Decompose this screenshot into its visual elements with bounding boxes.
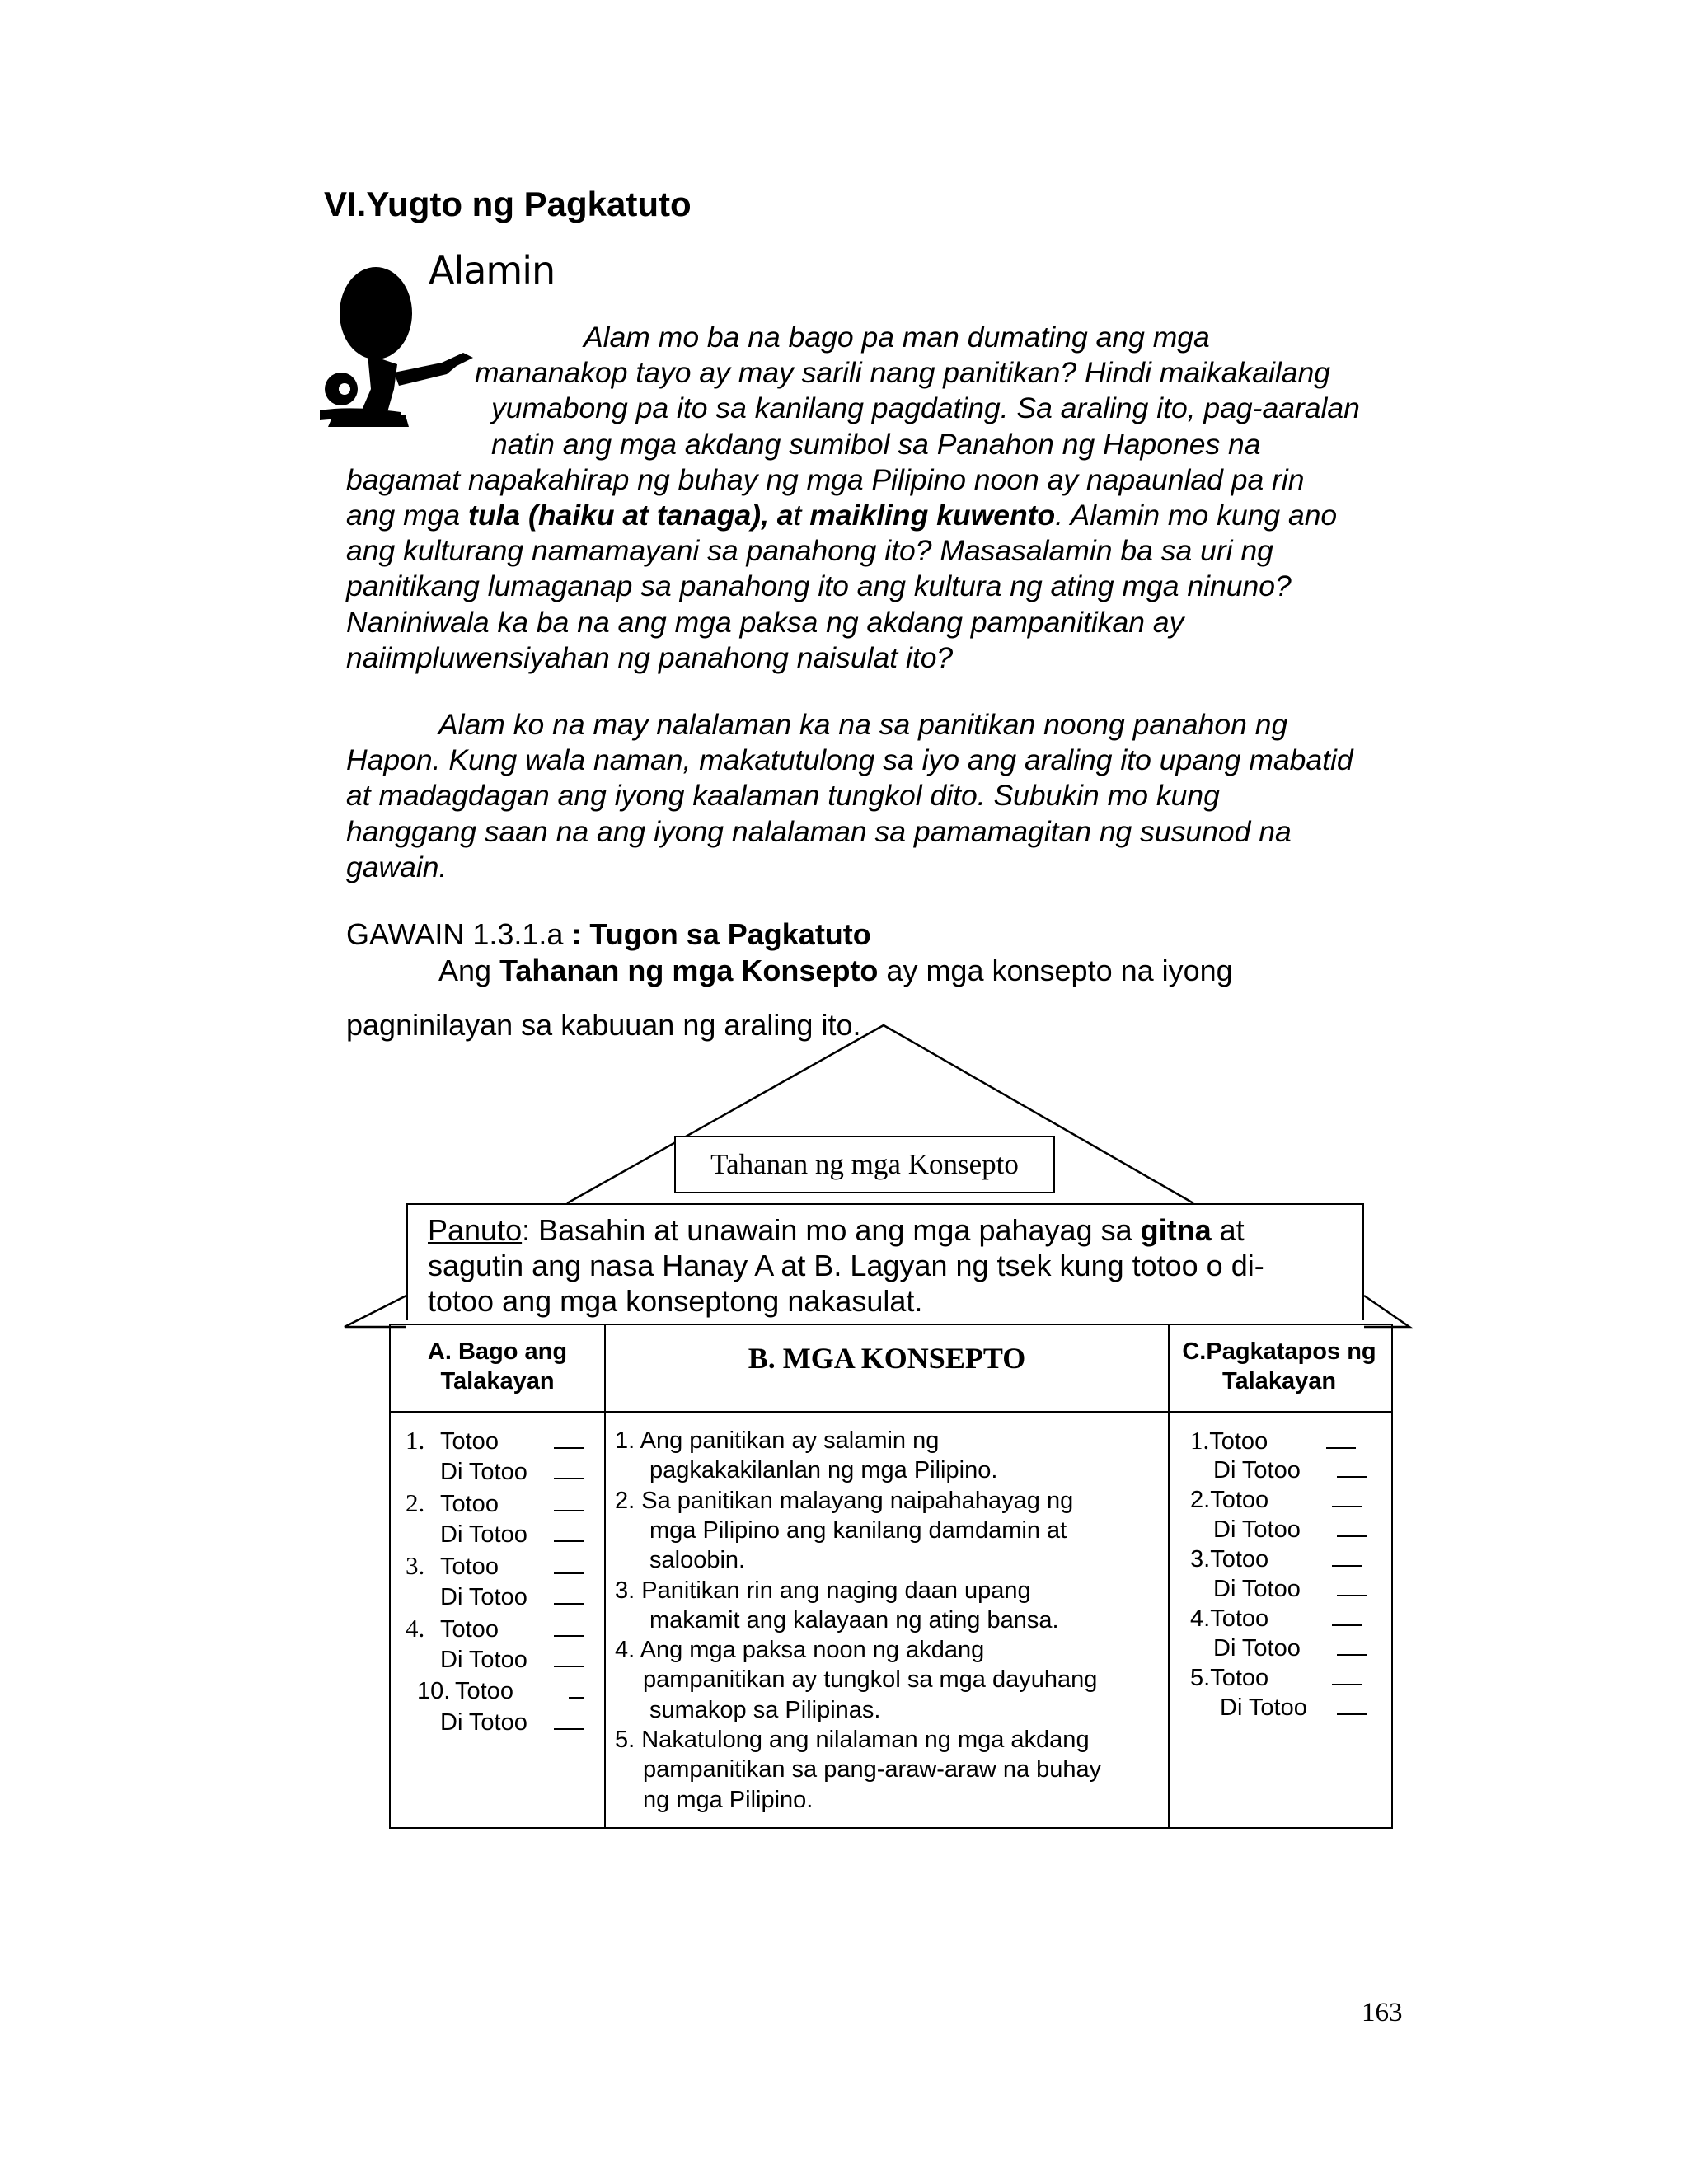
intro-line-text: natin ang mga akdang sumibol sa Panahon ng Hapones na	[491, 427, 1261, 461]
second-line-text: gawain.	[346, 850, 448, 883]
intro-line	[346, 391, 1412, 426]
header-text: Talakayan	[440, 1368, 555, 1394]
instructions-line: sagutin ang nasa Hanay A at B. Lagyan ng tsek kung totoo o di-	[428, 1249, 1264, 1282]
concept-item: 2. Sa panitikan malayang naipahahayag ng	[615, 1487, 1074, 1514]
intro-line	[346, 462, 1412, 498]
answer-row-false	[1213, 1455, 1367, 1485]
instructions-text: : Basahin at unawain mo ang mga pahayag sa	[522, 1213, 1141, 1247]
intro-paragraph	[346, 320, 1412, 676]
check-blank	[554, 1447, 584, 1449]
concept-text-continued: pagkakakilanlan ng mga Pilipino.	[649, 1457, 998, 1484]
true-option-label: Totoo	[455, 1678, 513, 1704]
concept-text-continued: pampanitikan sa pang-araw-araw na buhay	[643, 1756, 1102, 1783]
section-heading: VI.Yugto ng Pagkatuto	[324, 185, 692, 223]
answer-row-false	[1213, 1515, 1367, 1544]
check-blank	[1337, 1476, 1367, 1478]
answer-row-true	[406, 1488, 584, 1519]
true-option-label: Totoo	[440, 1491, 499, 1517]
header-divider	[391, 1411, 1391, 1413]
intro-line-text: panitikang lumaganap sa panahong ito ang kultura ng ating mga ninuno?	[346, 569, 1292, 603]
concept-text-continued: makamit ang kalayaan ng ating bansa.	[649, 1606, 1059, 1633]
column-divider	[1168, 1325, 1170, 1827]
false-option-label: Di Totoo	[440, 1459, 528, 1485]
check-blank	[554, 1572, 584, 1574]
check-blank	[554, 1728, 584, 1730]
roof-label-box: Tahanan ng mga Konsepto	[674, 1136, 1055, 1193]
header-text: A. Bago ang	[427, 1338, 568, 1365]
activity-label: GAWAIN 1.3.1.a	[346, 917, 572, 951]
header-text: C.Pagkatapos ng	[1182, 1338, 1376, 1365]
intro-text: t	[793, 498, 810, 532]
second-line	[346, 743, 1412, 778]
answer-row-false	[1213, 1574, 1367, 1604]
true-option-label: Totoo	[1209, 1428, 1268, 1455]
true-option-label: Totoo	[440, 1554, 499, 1580]
page-number: 163	[1362, 1998, 1403, 2027]
check-blank	[1337, 1535, 1367, 1537]
true-option-label: Totoo	[1210, 1487, 1269, 1513]
intro-line	[346, 569, 1412, 604]
true-option-label: Totoo	[440, 1428, 499, 1455]
answer-row-true	[406, 1426, 584, 1456]
concept-text-continued: pampanitikan ay tungkol sa mga dayuhang	[643, 1666, 1098, 1694]
answer-row-false	[1220, 1693, 1367, 1722]
false-option-label: Di Totoo	[440, 1521, 528, 1548]
header-concepts: B. MGA KONSEPTO	[748, 1342, 1026, 1375]
concept-item: 5. Nakatulong ang nilalaman ng mga akdang	[615, 1727, 1090, 1753]
second-line-text: at madagdagan ang iyong kaalaman tungkol dito. Subukin mo kung	[346, 779, 1220, 813]
true-option-label: Totoo	[1210, 1665, 1269, 1691]
check-blank	[1337, 1654, 1367, 1656]
activity-title	[346, 916, 871, 953]
answer-row-false	[440, 1708, 584, 1737]
concept-text-continued: saloobin.	[649, 1547, 746, 1574]
item-number: 4.	[1190, 1605, 1211, 1632]
intro-bold-tula: tula (haiku at tanaga), a	[468, 498, 794, 532]
concept-text-continued: ng mga Pilipino.	[643, 1786, 814, 1813]
false-option-label: Di Totoo	[1213, 1516, 1301, 1543]
answer-row-false	[1213, 1633, 1367, 1663]
intro-line-text: bagamat napakahirap ng buhay ng mga Pilipino noon ay napaunlad pa rin	[346, 462, 1305, 496]
answer-row-true	[1190, 1426, 1356, 1456]
intro-line-text: naiimpluwensiyahan ng panahong naisulat ito?	[346, 640, 954, 674]
intro-line	[346, 533, 1412, 569]
header-before-discussion	[391, 1337, 604, 1396]
second-line-text: Alam ko na may nalalaman ka na sa panitikan noong panahon ng	[438, 708, 1288, 741]
answer-row-true	[1190, 1663, 1362, 1693]
concept-item: 4. Ang mga paksa noon ng akdang	[615, 1637, 985, 1664]
instructions-box	[406, 1203, 1364, 1320]
activity-desc-text: ay mga konsepto na iyong	[878, 954, 1233, 987]
check-blank	[1332, 1684, 1362, 1685]
activity-description-continued: pagninilayan sa kabuuan ng araling ito.	[346, 1008, 861, 1042]
check-blank	[569, 1697, 584, 1699]
answer-row-true	[1190, 1604, 1362, 1633]
intro-line	[346, 427, 1412, 462]
concept-item: 1. Ang panitikan ay salamin ng	[615, 1427, 940, 1454]
check-blank	[554, 1540, 584, 1542]
true-option-label: Totoo	[1210, 1546, 1269, 1572]
true-option-label: Totoo	[1210, 1605, 1269, 1632]
answer-row-true	[406, 1614, 584, 1644]
intro-line	[346, 640, 1412, 676]
intro-line-text: mananakop tayo ay may sarili nang panitikan? Hindi maikakailang	[475, 356, 1330, 390]
false-option-label: Di Totoo	[1220, 1694, 1307, 1721]
intro-line	[346, 355, 1412, 391]
intro-line-text: ang kulturang namamayani sa panahong ito? Masasalamin ba sa uri ng	[346, 534, 1273, 568]
item-number: 2.	[1190, 1487, 1211, 1513]
intro-line	[346, 605, 1412, 640]
true-option-label: Totoo	[440, 1616, 499, 1643]
second-line	[346, 814, 1412, 850]
item-number: 1.	[406, 1426, 425, 1455]
check-blank	[1332, 1565, 1362, 1567]
false-option-label: Di Totoo	[1213, 1457, 1301, 1483]
item-number: 3.	[406, 1551, 425, 1580]
header-text: Talakayan	[1221, 1368, 1337, 1394]
answer-row-false	[440, 1645, 584, 1675]
false-option-label: Di Totoo	[440, 1647, 528, 1673]
answer-row-true	[406, 1676, 584, 1706]
check-blank	[1332, 1624, 1362, 1626]
activity-desc-bold: Tahanan ng mga Konsepto	[499, 954, 879, 987]
activity-name: : Tugon sa Pagkatuto	[571, 917, 871, 951]
instructions-line: totoo ang mga konseptong nakasulat.	[428, 1284, 923, 1318]
item-number: 4.	[406, 1614, 425, 1643]
answer-row-true	[1190, 1544, 1362, 1574]
instructions-text: at	[1211, 1213, 1245, 1247]
answer-row-true	[406, 1551, 584, 1582]
item-number: 10.	[417, 1678, 451, 1704]
check-blank	[554, 1510, 584, 1511]
intro-line-emphasis	[346, 498, 1412, 533]
alamin-title: Alamin	[429, 248, 556, 293]
false-option-label: Di Totoo	[1213, 1635, 1301, 1661]
check-blank	[1332, 1506, 1362, 1507]
second-paragraph	[346, 707, 1412, 885]
item-number: 5.	[1190, 1665, 1211, 1691]
concept-text-continued: mga Pilipino ang kanilang damdamin at	[649, 1516, 1067, 1544]
check-blank	[554, 1603, 584, 1605]
intro-text: . Alamin mo kung ano	[1055, 498, 1338, 532]
item-number: 3.	[1190, 1546, 1211, 1572]
second-line-text: Hapon. Kung wala naman, makatutulong sa iyo ang araling ito upang mabatid	[346, 743, 1353, 777]
item-number: 2.	[406, 1488, 425, 1517]
activity-desc-text: Ang	[438, 954, 500, 987]
false-option-label: Di Totoo	[440, 1584, 528, 1610]
intro-bold-kuwento: maikling kuwento	[809, 498, 1056, 532]
check-blank	[1337, 1595, 1367, 1596]
intro-line-text: yumabong pa ito sa kanilang pagdating. Sa araling ito, pag-aaralan	[491, 391, 1360, 425]
concepts-table	[389, 1324, 1393, 1829]
answer-row-false	[440, 1520, 584, 1549]
concept-text-continued: sumakop sa Pilipinas.	[649, 1696, 881, 1723]
activity-description	[438, 953, 1233, 989]
second-line	[346, 850, 1412, 885]
second-line	[346, 778, 1412, 813]
instructions-line	[428, 1212, 1346, 1248]
check-blank	[554, 1666, 584, 1667]
answer-row-false	[440, 1457, 584, 1487]
check-blank	[1337, 1713, 1367, 1715]
concept-item: 3. Panitikan rin ang naging daan upang	[615, 1577, 1031, 1604]
answer-row-true	[1190, 1485, 1362, 1515]
check-blank	[554, 1478, 584, 1479]
second-line	[346, 707, 1412, 743]
column-divider	[604, 1325, 606, 1827]
instructions-bold: gitna	[1140, 1213, 1212, 1247]
intro-line-text: Alam mo ba na bago pa man dumating ang mga	[584, 321, 1210, 354]
item-number: 1.	[1190, 1426, 1210, 1455]
check-blank	[554, 1635, 584, 1637]
check-blank	[1326, 1447, 1356, 1449]
header-after-discussion	[1165, 1337, 1393, 1396]
answer-row-false	[440, 1582, 584, 1612]
second-line-text: hanggang saan na ang iyong nalalaman sa pamamagitan ng susunod na	[346, 814, 1292, 848]
instructions-label: Panuto	[428, 1213, 523, 1247]
false-option-label: Di Totoo	[1213, 1576, 1301, 1602]
intro-line	[346, 320, 1412, 355]
intro-line-text: Naniniwala ka ba na ang mga paksa ng akdang pampanitikan ay	[346, 605, 1184, 639]
intro-text: ang mga	[346, 498, 469, 532]
false-option-label: Di Totoo	[440, 1709, 528, 1736]
